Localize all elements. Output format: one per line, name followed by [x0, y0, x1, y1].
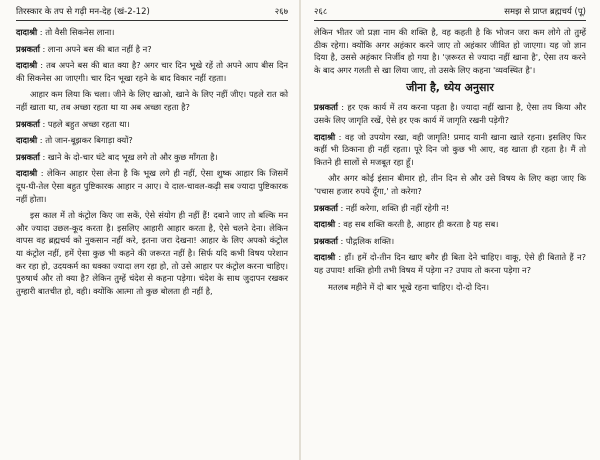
- left-page-header: [16, 6, 288, 21]
- paragraph-text: : पौद्गलिक शक्ति।: [337, 235, 395, 246]
- speaker-label: प्रश्नकर्ता: [314, 235, 338, 246]
- speaker-label: प्रश्नकर्ता: [16, 43, 40, 54]
- left-page-number: २६७: [274, 7, 288, 17]
- paragraph-text: : हर एक कार्य में तय करना पड़ता है। ज्यादा नहीं खाना है, ऐसा तय किया और उसके लिए जागृति रखें, ऐसे हर एक कार्य में जागृति रखनी पड़ेगी?: [314, 102, 586, 125]
- dialogue-paragraph: [16, 59, 288, 84]
- speaker-label: दादाश्री: [314, 131, 336, 142]
- paragraph-text: : नहीं करेगा, शक्ति ही नहीं रहेगी न!: [337, 202, 450, 213]
- speaker-label: दादाश्री: [314, 252, 336, 263]
- right-page: [300, 0, 600, 460]
- paragraph-text: : वह सब शक्ति करती है, आहार ही करता है यह सब।: [335, 219, 499, 230]
- speaker-label: दादाश्री: [16, 135, 38, 146]
- paragraph-text: : हाँ। हमें दो-तीन दिन खाए बगैर ही बिता देने चाहिए। वाकू, ऐसे ही बिताते हैं न? यह उपाय! शक्ति होगी तभी विषय में पड़ेगा न? उपाय तो करना पड़ेगा न?: [314, 252, 586, 275]
- paragraph-text: इस काल में तो कंट्रोल किए जा सकें, ऐसे संयोग ही नहीं हैं! दबाने जाए तो बल्कि मन और ज्यादा उछल-कूद करता है। इसलिए आहारी आहार करता है, ऐसे चलने देना। लेकिन वापस वह ब्रह्मचर्य को नुकसान नहीं करे, इतना जरा देखना! आहार के लिए अपको कंट्रोल या कंट्रोल नहीं, हमें ऐसा कुछ भी कहने की जरूरत नहीं है। सिर्फ यदि कभी विषय परेशान कर रहा हो, उदयकर्म का धक्का ज्यादा लग रहा हो, तो उसे आहार पर कंट्रोल करना चाहिए। पुरुषार्थ और तो क्या है? लेकिन तुम्हें चंदेश से कहना पड़ेगा। चंदेश के साथ जुदापन रखकर तुम्हारी बातचीत हो, वही। क्योंकि आत्मा तो कुछ बोलता ही नहीं है,: [16, 210, 288, 296]
- paragraph-text: : तो जान-बूझकर बिगाड़ा क्यों?: [37, 135, 133, 146]
- dialogue-paragraph: [314, 218, 586, 231]
- dialogue-paragraph: [314, 202, 586, 215]
- section-heading: जीना है, ध्येय अनुसार: [406, 81, 494, 95]
- right-header-title: समझ से प्राप्त ब्रह्मचर्य (पू): [504, 7, 586, 17]
- speaker-label: प्रश्नकर्ता: [314, 102, 338, 113]
- dialogue-paragraph: [16, 43, 288, 56]
- right-page-header: [314, 6, 586, 21]
- dialogue-paragraph: [314, 235, 586, 248]
- dialogue-paragraph: [314, 131, 586, 169]
- paragraph-text: : खाने के दो-चार घंटे बाद भूख लगे तो और कुछ माँगता है।: [39, 151, 218, 162]
- dialogue-paragraph: [314, 101, 586, 126]
- right-intro-paragraph: लेकिन भीतर जो प्रज्ञा नाम की शक्ति है, वह कहती है कि भोजन जरा कम लोगे तो तुम्हें ठीक रहेगा। क्योंकि अगर अहंकार करने जाए तो अहंकार जीवित हो जाएगा। यह जो ज्ञान दिया है, उससे अहंकार निर्जीव हो गया है। 'ज़रूरत से ज्यादा नहीं खाना है', ऐसा तय करने के बाद अगर गलती से खा लिया जाए, तो उसके लिए कहना 'व्यवस्थित है'।: [314, 27, 586, 75]
- paragraph-text: : तो वैसी सिकनेस लाना।: [37, 27, 115, 37]
- dialogue-paragraph: [16, 26, 288, 39]
- speaker-label: प्रश्नकर्ता: [16, 151, 40, 162]
- paragraph-text: : लेकिन आहार ऐसा लेना है कि भूख लगे ही नहीं, ऐसा शुष्क आहार कि जिसमें दूध-घी-तेल ऐसा बहुत पुष्टिकारक आहार न आए। ये दाल-चावल-कढ़ी सब ज्यादा पुष्टिकारक नहीं होता।: [16, 168, 288, 204]
- paragraph-text: : पहले बहुत अच्छा रहता था।: [39, 118, 130, 129]
- paragraph-text: मतलब महीने में दो बार भूखे रहना चाहिए। दो-दो दिन।: [328, 281, 489, 292]
- dialogue-paragraph: [16, 118, 288, 131]
- dialogue-paragraph: [16, 134, 288, 147]
- right-page-number: २६८: [314, 7, 328, 17]
- paragraph-text: और अगर कोई इंसान बीमार हो, तीन दिन से और उसे विषय के लिए कहा जाए कि 'पचास हजार रुपये दूँगा,' तो करेगा?: [314, 173, 586, 196]
- dialogue-paragraph: [16, 151, 288, 164]
- paragraph-text: : लाना अपने बस की बात नहीं है न?: [39, 43, 152, 54]
- dialogue-paragraph: [16, 88, 288, 113]
- right-paragraphs: [314, 101, 586, 293]
- left-page-body: [16, 26, 288, 297]
- speaker-label: दादाश्री: [314, 219, 336, 230]
- dialogue-paragraph: [16, 167, 288, 205]
- dialogue-paragraph: [16, 209, 288, 297]
- paragraph-text: आहार कम लिया कि चला। जीने के लिए खाओ, खाने के लिए नहीं जीए। पहले रात को नहीं खाता था, तब अच्छा रहता था या अब अच्छा रहता है?: [16, 89, 288, 112]
- dialogue-paragraph: [314, 251, 586, 276]
- paragraph-text: : वह जो उपयोग रखा, वही जागृति! प्रमाद यानी खाना खाते रहना। इसलिए फिर कहीं भी ठिकाना ही नहीं रहता। पूरे दिन जो कुछ भी आए, वह खाता ही रहता है। मैं तो कितने ही सालों से मजबूत रहा हूँ।: [314, 131, 586, 167]
- dialogue-paragraph: [314, 172, 586, 197]
- left-header-title: तिरस्कार के तप से गढ़ी मन-देह (खं-2-12): [16, 7, 150, 17]
- paragraph-text: : तब अपने बस की बात क्या है? अगर चार दिन भूखे रहें तो अपने आप बीस दिन की सिकनेस आ जाएगी। चार दिन भूखा रहने के बाद विकार नहीं रहता।: [16, 60, 288, 83]
- speaker-label: प्रश्नकर्ता: [16, 118, 40, 129]
- right-page-body: [314, 26, 586, 293]
- speaker-label: प्रश्नकर्ता: [314, 202, 338, 213]
- dialogue-paragraph: [314, 281, 586, 294]
- speaker-label: दादाश्री: [16, 60, 38, 71]
- speaker-label: दादाश्री: [16, 27, 38, 37]
- speaker-label: दादाश्री: [16, 168, 38, 179]
